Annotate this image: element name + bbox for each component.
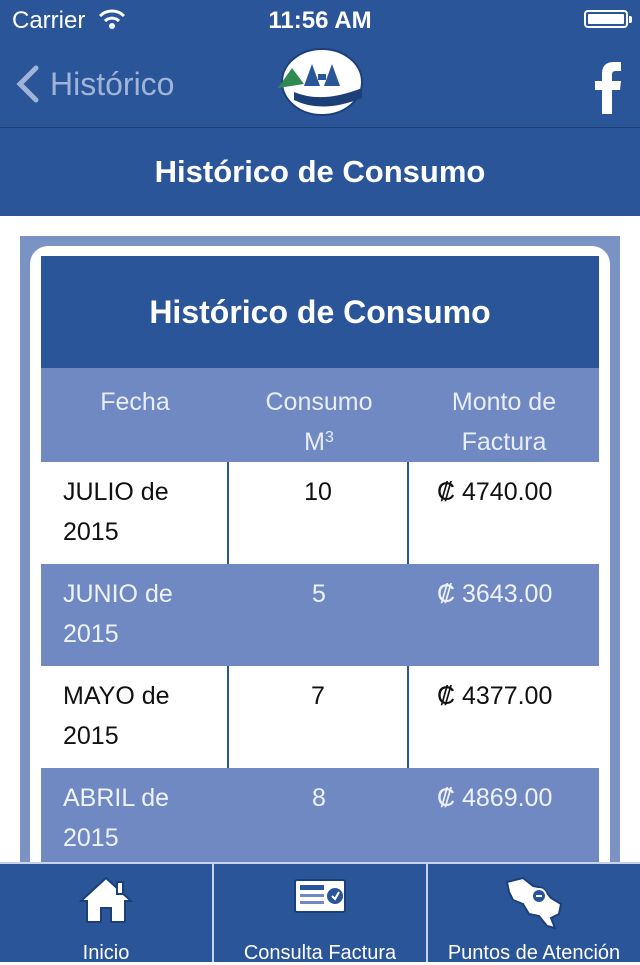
table-row — [41, 564, 599, 666]
home-icon — [79, 874, 133, 926]
battery-icon — [584, 10, 628, 28]
row-fecha-month: MAYO de — [63, 682, 170, 710]
table-row — [41, 462, 599, 564]
back-button[interactable] — [14, 60, 174, 108]
header-consumo-label: Consumo — [265, 388, 373, 416]
invoice-icon — [292, 874, 348, 918]
tab-consulta-factura[interactable] — [212, 864, 426, 962]
table-header-row — [41, 368, 599, 462]
aya-logo-icon — [274, 44, 370, 120]
status-bar — [0, 0, 640, 40]
header-monto — [409, 368, 599, 462]
row-monto: ₡ 3643.00 — [437, 580, 553, 608]
row-consumo: 8 — [312, 784, 326, 812]
row-fecha-year: 2015 — [63, 620, 119, 648]
tab-inicio[interactable] — [0, 864, 212, 962]
tab-bar — [0, 862, 640, 962]
row-consumo: 10 — [229, 462, 409, 564]
row-fecha-year: 2015 — [63, 824, 119, 852]
row-fecha — [41, 666, 229, 768]
row-monto: ₡ 4740.00 — [437, 478, 553, 506]
header-consumo-unit: M — [304, 428, 325, 456]
header-consumo — [229, 368, 409, 462]
row-fecha — [41, 768, 229, 870]
tab-puntos-atencion-label: Puntos de Atención — [447, 942, 621, 964]
navigation-bar — [0, 0, 640, 128]
row-consumo: 7 — [229, 666, 409, 768]
facebook-icon[interactable] — [594, 62, 622, 114]
header-monto-line2: Factura — [461, 428, 547, 456]
row-consumo: 5 — [312, 580, 326, 608]
header-fecha: Fecha — [100, 388, 170, 416]
back-label: Histórico — [50, 65, 175, 102]
page-title: Histórico de Consumo — [0, 128, 640, 216]
row-fecha-year: 2015 — [63, 518, 119, 546]
consumption-table — [41, 256, 599, 870]
carrier-label: Carrier — [12, 7, 86, 34]
table-title: Histórico de Consumo — [41, 256, 599, 368]
tab-inicio-label: Inicio — [82, 942, 130, 964]
row-fecha-year: 2015 — [63, 722, 119, 750]
row-fecha-month: ABRIL de — [63, 784, 170, 812]
header-consumo-exponent: 3 — [324, 429, 334, 446]
row-monto: ₡ 4869.00 — [437, 784, 553, 812]
chevron-left-icon — [14, 64, 40, 104]
table-row — [41, 768, 599, 870]
tab-consulta-factura-label: Consulta Factura — [243, 942, 397, 964]
table-row — [41, 666, 599, 768]
row-monto: ₡ 4377.00 — [437, 682, 553, 710]
row-fecha-month: JULIO de — [63, 478, 169, 506]
map-icon — [503, 874, 565, 932]
header-monto-line1: Monto de — [451, 388, 557, 416]
row-fecha-month: JUNIO de — [63, 580, 173, 608]
row-fecha — [41, 462, 229, 564]
tab-puntos-atencion[interactable] — [426, 864, 640, 962]
row-fecha — [41, 564, 229, 666]
status-time: 11:56 AM — [268, 7, 372, 34]
